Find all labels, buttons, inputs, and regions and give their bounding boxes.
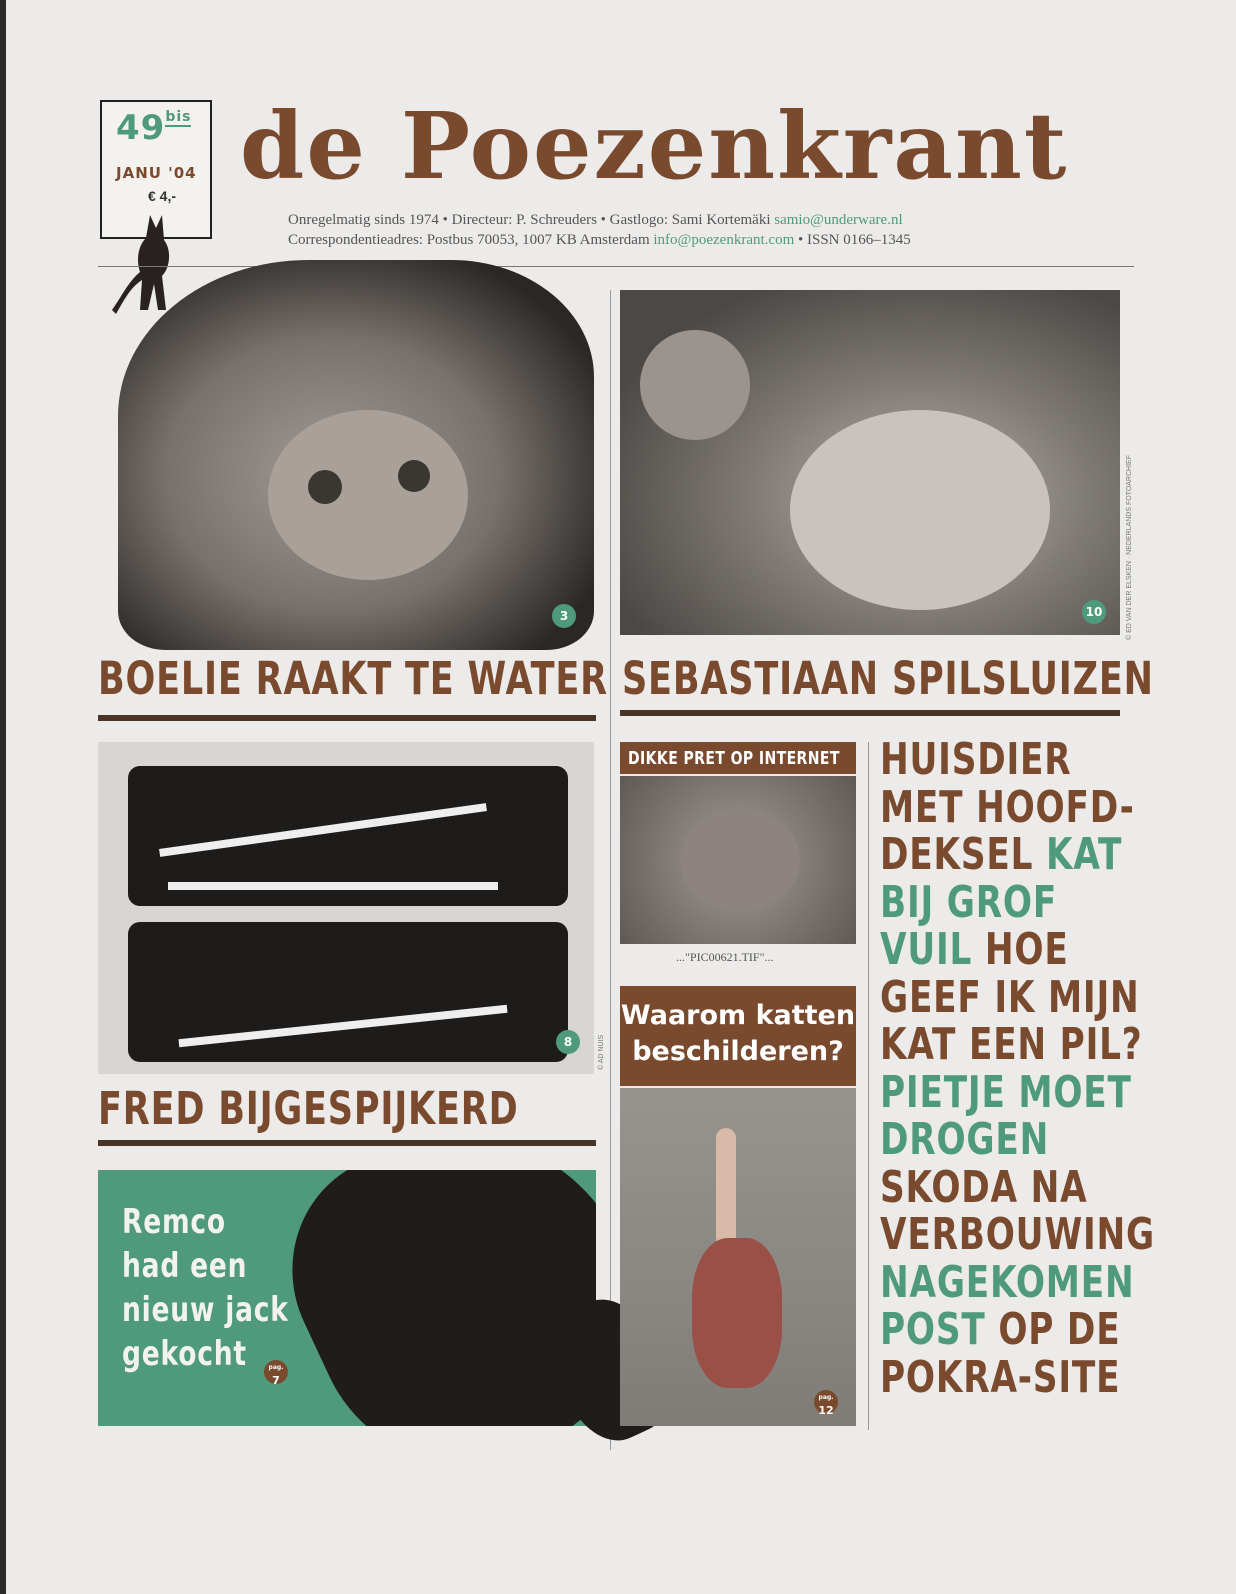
sebastiaan-headline[interactable]: SEBASTIAAN SPILSLUIZEN	[622, 652, 1154, 705]
boelie-cat-eye-right	[398, 460, 430, 492]
sidebar-headline-list	[880, 736, 1233, 1401]
sidebar-segment: PIETJE MOET	[880, 1066, 1132, 1118]
sebastiaan-paw	[640, 330, 750, 440]
schilderen-page-badge[interactable]	[814, 1390, 838, 1417]
masthead-title: de Poezenkrant	[240, 92, 1069, 200]
sebastiaan-credit: © ED VAN DER ELSKEN · NEDERLANDS FOTOARCHIEF	[1126, 455, 1133, 640]
sidebar-segment: MET HOOFD-	[880, 781, 1135, 833]
internet-photo	[620, 776, 856, 944]
internet-cat	[680, 810, 800, 910]
sidebar-line[interactable]	[880, 736, 1155, 784]
boelie-headline[interactable]: BOELIE RAAKT TE WATER	[98, 652, 608, 705]
sidebar-segment: DROGEN	[880, 1114, 1050, 1165]
issue-number: $49^{bis}$	[116, 108, 192, 148]
sidebar-segment: BIJ GROF	[880, 876, 1058, 928]
sebastiaan-page-badge[interactable]: 10	[1082, 600, 1106, 624]
masthead-info-line-1	[288, 212, 903, 229]
schilderen-headline: Waarom katten beschilderen?	[620, 1000, 856, 1067]
sidebar-segment: DEKSEL	[880, 829, 1046, 880]
remco-page-label: pag.	[268, 1364, 284, 1371]
schilderen-photo	[620, 1088, 856, 1426]
fred-headline[interactable]: FRED BIJGESPIJKERD	[98, 1082, 519, 1135]
fred-credit: © AD NUIS	[598, 1034, 605, 1070]
sidebar-segment: KAT	[1045, 829, 1123, 880]
remco-line-4: gekocht	[122, 1334, 247, 1374]
sidebar-line[interactable]	[880, 1306, 1155, 1354]
sidebar-segment: VERBOUWING	[880, 1209, 1155, 1260]
remco-line-2: had een	[122, 1246, 248, 1286]
sidebar-line[interactable]	[880, 1211, 1155, 1259]
boelie-cat-face	[268, 410, 468, 580]
remco-line-3: nieuw jack	[122, 1290, 289, 1330]
masthead-email-1[interactable]: samio@underware.nl	[774, 212, 903, 228]
sidebar-segment: GEEF IK MIJN	[880, 971, 1140, 1023]
internet-label-bar	[620, 742, 856, 774]
sidebar-segment: HUISDIER	[880, 734, 1072, 785]
sidebar-line[interactable]	[880, 1021, 1155, 1069]
masthead-info-text-1: Onregelmatig sinds 1974 • Directeur: P. Schreuders • Gastlogo: Sami Kortemäki	[288, 212, 771, 228]
issue-price: € 4,-	[148, 188, 177, 204]
sidebar-line[interactable]	[880, 1161, 1155, 1213]
remco-headline	[122, 1200, 336, 1376]
remco-box[interactable]	[98, 1170, 596, 1426]
fred-rule	[98, 1140, 596, 1146]
sebastiaan-photo	[620, 290, 1120, 635]
internet-caption: ..."PIC00621.TIF"...	[676, 950, 774, 964]
sidebar-line[interactable]	[880, 1066, 1155, 1118]
sidebar-segment: VUIL	[880, 924, 985, 975]
sidebar-line[interactable]	[880, 1116, 1155, 1164]
boelie-rule	[98, 715, 596, 721]
sidebar-segment: NAGEKOMEN	[880, 1256, 1135, 1308]
masthead-email-2[interactable]: info@poezenkrant.com	[653, 232, 795, 248]
remco-page-badge[interactable]	[264, 1360, 288, 1387]
boelie-photo	[118, 260, 594, 650]
sidebar-segment: KAT EEN PIL?	[880, 1019, 1143, 1070]
schilderen-cat-tail	[716, 1128, 736, 1248]
remco-line-1: Remco	[122, 1202, 226, 1242]
schilderen-headline-box[interactable]	[620, 986, 856, 1086]
fred-xray-rod-2	[168, 882, 498, 890]
sidebar-divider	[868, 742, 869, 1430]
masthead-info-line-2	[288, 232, 911, 249]
sidebar-line[interactable]	[880, 1256, 1155, 1308]
boelie-cat-eye-left	[308, 470, 342, 504]
sidebar-line[interactable]	[880, 831, 1155, 879]
sidebar-segment: HOE	[984, 924, 1069, 975]
boelie-page-badge[interactable]: 3	[552, 604, 576, 628]
schilderen-page-label: pag.	[818, 1394, 834, 1401]
masthead-issn: • ISSN 0166–1345	[798, 232, 911, 248]
sebastiaan-rule	[620, 710, 1120, 716]
schilderen-page-number: 12	[818, 1404, 834, 1417]
sidebar-line[interactable]	[880, 971, 1155, 1023]
sidebar-segment: SKODA NA	[880, 1161, 1088, 1213]
sidebar-line[interactable]	[880, 876, 1155, 928]
remco-page-number: 7	[272, 1374, 280, 1387]
column-divider	[610, 290, 611, 1450]
internet-label[interactable]: DIKKE PRET OP INTERNET	[628, 748, 840, 769]
issue-date: JANU '04	[116, 164, 197, 182]
sidebar-line[interactable]	[880, 926, 1155, 974]
schilderen-cat-body	[692, 1238, 782, 1388]
sidebar-segment: POKRA-SITE	[880, 1351, 1121, 1403]
page-edge	[0, 0, 6, 1594]
fred-photo	[98, 742, 594, 1074]
masthead-info-text-2: Correspondentieadres: Postbus 70053, 1007 KB Amsterdam	[288, 232, 650, 248]
sidebar-segment: POST	[880, 1304, 999, 1355]
sidebar-line[interactable]	[880, 781, 1155, 833]
sidebar-line[interactable]	[880, 1351, 1155, 1403]
issue-suffix: bis	[165, 109, 192, 125]
sebastiaan-cat-head	[790, 410, 1050, 610]
fred-page-badge[interactable]: 8	[556, 1030, 580, 1054]
sidebar-segment: OP DE	[998, 1304, 1121, 1355]
